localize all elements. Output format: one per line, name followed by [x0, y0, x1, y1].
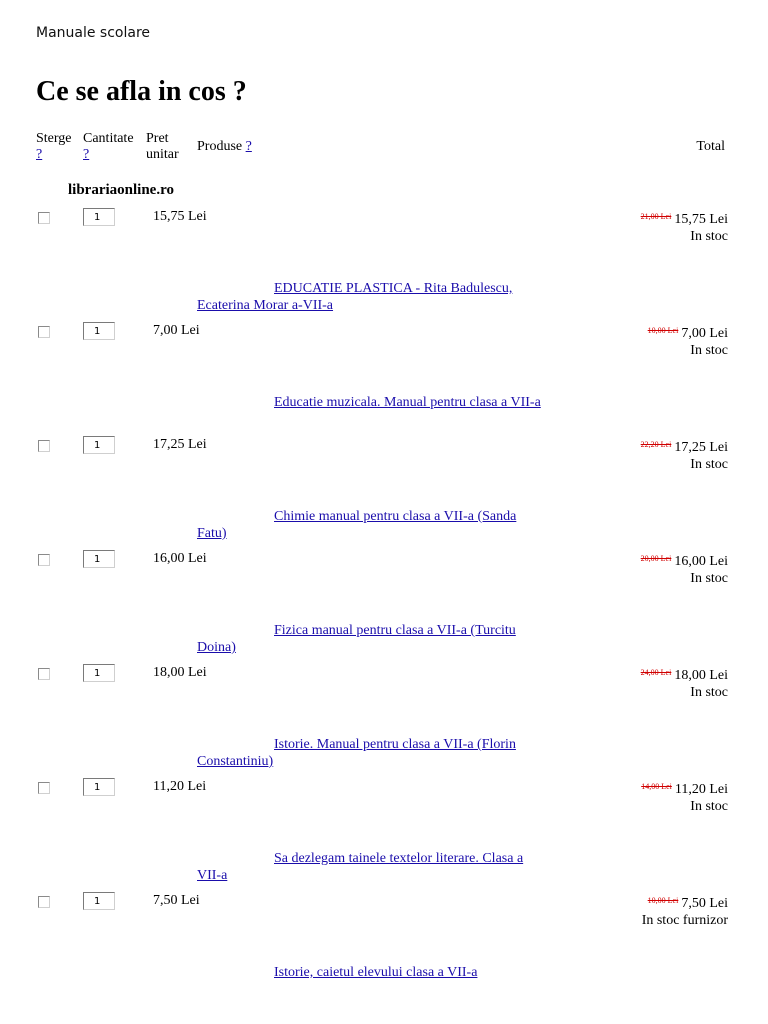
quantity-input[interactable] — [83, 778, 115, 796]
site-title: Manuale scolare — [36, 25, 151, 41]
cart-row — [0, 550, 768, 664]
unit-price: 7,50 Lei — [153, 893, 200, 908]
unit-price: 18,00 Lei — [153, 665, 207, 680]
product-title — [197, 394, 547, 411]
header-price: Pret unitar — [146, 131, 179, 162]
row-total — [641, 664, 728, 701]
header-quantity — [83, 131, 134, 163]
cart-row — [0, 664, 768, 778]
quantity-input[interactable] — [83, 436, 115, 454]
help-link-delete[interactable]: ? — [36, 147, 43, 162]
total-price: 7,50 Lei — [681, 896, 728, 911]
delete-checkbox[interactable] — [38, 554, 50, 566]
stock-status: In stoc — [690, 571, 728, 586]
product-title — [197, 736, 547, 770]
product-link[interactable]: Chimie manual pentru clasa a VII-a (Sanda Fatu) — [197, 509, 517, 541]
stock-status: In stoc — [690, 799, 728, 814]
stock-status: In stoc — [690, 343, 728, 358]
row-total — [642, 892, 728, 929]
header-total: Total — [696, 139, 725, 154]
unit-price: 11,20 Lei — [153, 779, 207, 794]
header-products-label: Produse — [197, 139, 243, 154]
row-total — [641, 436, 728, 473]
quantity-input[interactable] — [83, 892, 115, 910]
help-link-quantity[interactable]: ? — [83, 147, 90, 162]
total-price: 11,20 Lei — [674, 782, 728, 797]
quantity-input[interactable] — [83, 322, 115, 340]
old-price: 10,00 Lei — [647, 896, 679, 905]
stock-status: In stoc — [690, 457, 728, 472]
delete-checkbox[interactable] — [38, 668, 50, 680]
row-total — [648, 322, 728, 359]
cart-row — [0, 208, 768, 322]
header-products — [197, 139, 252, 155]
stock-status: In stoc furnizor — [641, 913, 728, 928]
header-delete-label: Sterge — [36, 131, 72, 146]
quantity-input[interactable] — [83, 208, 115, 226]
delete-checkbox[interactable] — [38, 212, 50, 224]
product-title — [197, 622, 547, 656]
product-link[interactable]: Istorie, caietul elevului clasa a VII-a — [274, 965, 478, 980]
product-link[interactable]: EDUCATIE PLASTICA - Rita Badulescu, Ecaterina Morar a-VII-a — [197, 281, 513, 313]
product-title — [197, 280, 547, 314]
old-price: 10,00 Lei — [647, 326, 679, 335]
product-title — [197, 508, 547, 542]
stock-status: In stoc — [690, 685, 728, 700]
quantity-input[interactable] — [83, 664, 115, 682]
cart-row — [0, 436, 768, 550]
help-link-products[interactable]: ? — [245, 139, 252, 154]
old-price: 21,00 Lei — [640, 212, 672, 221]
total-price: 15,75 Lei — [674, 212, 728, 227]
header-delete — [36, 131, 72, 163]
delete-checkbox[interactable] — [38, 782, 50, 794]
row-total — [641, 778, 728, 815]
product-title — [197, 964, 547, 981]
unit-price: 16,00 Lei — [153, 551, 207, 566]
delete-checkbox[interactable] — [38, 326, 50, 338]
cart-row — [0, 778, 768, 892]
unit-price: 17,25 Lei — [153, 437, 207, 452]
cart-row — [0, 892, 768, 1006]
unit-price: 7,00 Lei — [153, 323, 200, 338]
old-price: 20,00 Lei — [640, 554, 672, 563]
total-price: 7,00 Lei — [681, 326, 728, 341]
old-price: 24,00 Lei — [640, 668, 672, 677]
row-total — [641, 550, 728, 587]
cart-row — [0, 322, 768, 436]
row-total — [641, 208, 728, 245]
product-title — [197, 850, 547, 884]
total-price: 17,25 Lei — [674, 440, 728, 455]
old-price: 14,00 Lei — [641, 782, 672, 791]
stock-status: In stoc — [690, 229, 728, 244]
delete-checkbox[interactable] — [38, 440, 50, 452]
old-price: 22,20 Lei — [640, 440, 672, 449]
unit-price: 15,75 Lei — [153, 209, 207, 224]
delete-checkbox[interactable] — [38, 896, 50, 908]
quantity-input[interactable] — [83, 550, 115, 568]
total-price: 16,00 Lei — [674, 554, 728, 569]
total-price: 18,00 Lei — [674, 668, 728, 683]
header-quantity-label: Cantitate — [83, 131, 134, 146]
product-link[interactable]: Educatie muzicala. Manual pentru clasa a VII-a — [274, 395, 541, 410]
product-link[interactable]: Fizica manual pentru clasa a VII-a (Turcitu Doina) — [197, 623, 516, 655]
product-link[interactable]: Istorie. Manual pentru clasa a VII-a (Florin Constantiniu) — [197, 737, 516, 769]
product-link[interactable]: Sa dezlegam tainele textelor literare. Clasa a VII-a — [197, 851, 524, 883]
page-title: Ce se afla in cos ? — [36, 76, 247, 107]
store-name: librariaonline.ro — [68, 182, 174, 198]
